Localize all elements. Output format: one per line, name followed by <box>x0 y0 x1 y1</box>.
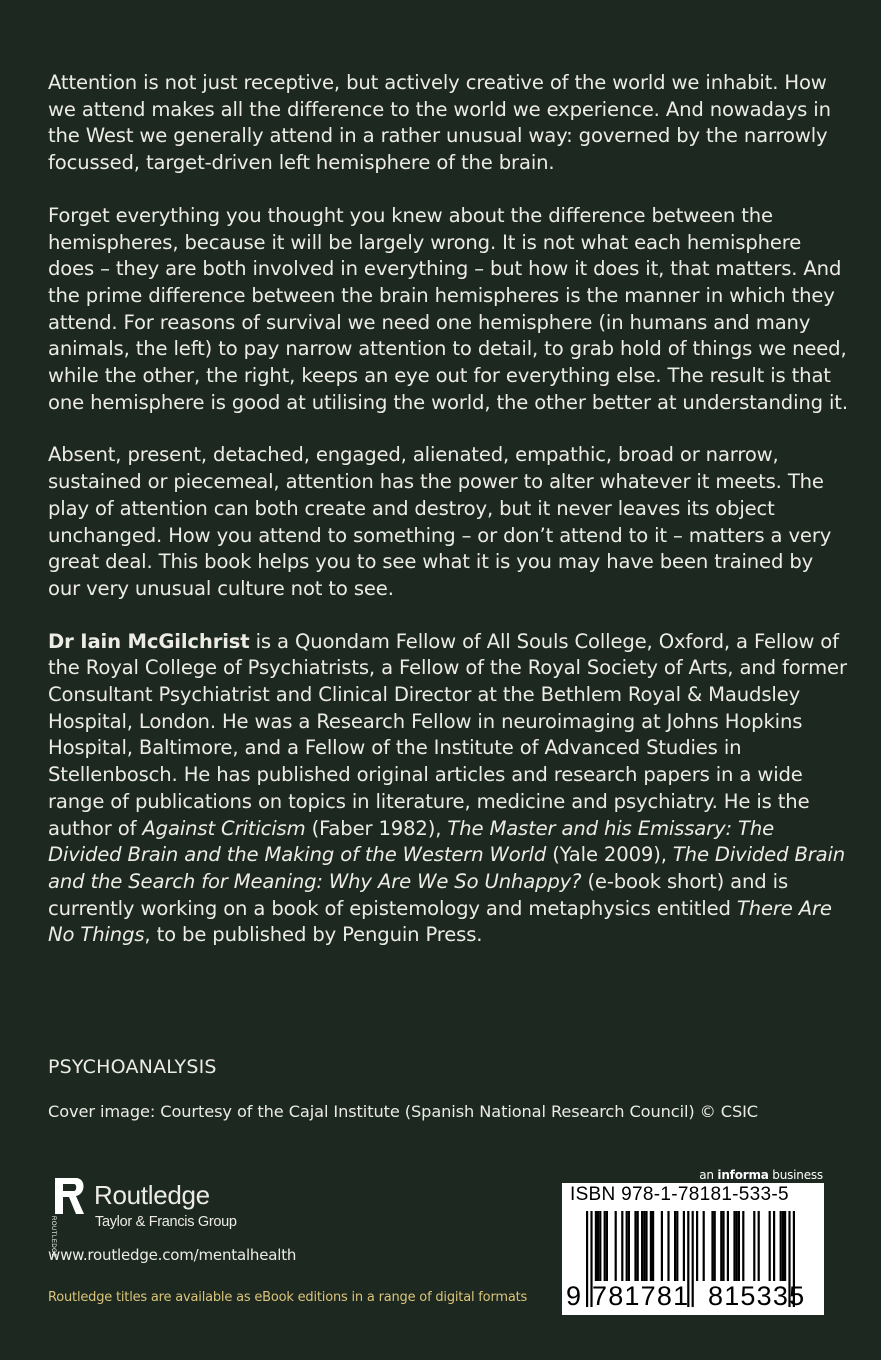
barcode-bar <box>641 1211 643 1281</box>
barcode-bar <box>722 1211 724 1281</box>
cover-image-credit: Cover image: Courtesy of the Cajal Institute (Spanish National Research Council) © CSIC <box>48 1102 759 1121</box>
barcode-bar <box>711 1211 713 1281</box>
barcode-bar <box>758 1211 760 1281</box>
publisher-group: Taylor & Francis Group <box>95 1214 237 1230</box>
publisher-name: Routledge <box>94 1180 210 1210</box>
barcode-bar <box>599 1211 601 1281</box>
barcode-bar <box>720 1211 722 1281</box>
subject-category: PSYCHOANALYSIS <box>48 1056 217 1078</box>
barcode-bar <box>676 1211 678 1281</box>
book-title-1: Against Criticism <box>142 816 306 840</box>
barcode-bar <box>615 1211 617 1281</box>
bio-text-2: (Faber 1982), <box>305 816 448 840</box>
book-title-4: There Are No Things <box>48 896 832 947</box>
barcode-bar <box>782 1211 784 1281</box>
barcode-bar <box>703 1211 705 1281</box>
isbn-barcode <box>562 1183 824 1315</box>
barcode-bar <box>753 1211 755 1281</box>
barcode-bar <box>597 1211 599 1281</box>
barcode-bar <box>696 1211 698 1281</box>
bio-text-3: (Yale 2009), <box>546 843 673 867</box>
routledge-r-icon <box>46 1176 86 1258</box>
informa-brand: informa <box>717 1168 769 1182</box>
barcode-bar <box>773 1211 775 1281</box>
blurb-paragraph-1: Attention is not just receptive, but actively creative of the world we inhabit. How we attend makes all the difference to the world we experience. And nowadays in the West we generally attend in a rather unusual way: governed by the narrowly focussed, target-driven left hemisphere of the brain. <box>48 71 831 175</box>
barcode-bar <box>621 1211 623 1281</box>
book-title-3: The Divided Brain and the Search for Meaning: Why Are We So Unhappy? <box>48 843 846 893</box>
barcode-bar <box>652 1211 654 1281</box>
ebook-note: Routledge titles are available as eBook editions in a range of digital formats <box>48 1290 528 1305</box>
blurb-paragraph-2: Forget everything you thought you knew about the difference between the hemispheres, because it will be largely wrong. It is not what each hemisphere does – they are both involved in everything – but how it does it, that matters. And the prime difference between the brain hemispheres is the manner in which they attend. For reasons of survival we need one hemisphere (in humans and many animals, the left) to pay narrow attention to detail, to grab hold of things we need, while the other, the right, keeps an eye out for everything else. The result is that one hemisphere is good at utilising the world, the other better at understanding it. <box>48 203 848 414</box>
barcode-bar <box>586 1211 588 1307</box>
barcode-bar <box>634 1211 636 1281</box>
barcode-bar <box>628 1211 630 1281</box>
barcode-bar <box>650 1211 652 1281</box>
barcode-bar <box>637 1211 639 1281</box>
vertical-publisher-mark: ROUTLEDGE <box>50 1216 56 1258</box>
barcode-bar <box>626 1211 628 1281</box>
barcode-bar <box>645 1211 647 1281</box>
barcode-bar <box>727 1211 729 1281</box>
barcode-digits-left: 781781 <box>592 1281 690 1311</box>
bio-text-1: is a Quondam Fellow of All Souls College, Oxford, a Fellow of the Royal College of Psychiatrists, a Fellow of the Royal Society of Arts, and former Consultant Psychiatrist and Clinical Director at the Bethlem Royal & Maudsley Hospital, London. He was a Research Fellow in neuroimaging at Johns Hopkins Hospital, Baltimore, and a Fellow of the Institute of Advanced Studies in Stellenbosch. He has published original articles and research papers in a wide range of publications on topics in literature, medicine and psychiatry. He is the author of <box>48 629 847 840</box>
barcode-bar <box>742 1211 744 1281</box>
author-name: Dr Iain McGilchrist <box>48 629 250 653</box>
barcode-bar <box>667 1211 669 1281</box>
isbn-label: ISBN 978-1-78181-533-5 <box>570 1184 789 1205</box>
barcode-digits-right: 815335 <box>708 1281 806 1311</box>
bio-text-4: (e-book short) and is currently working on a book of epistemology and metaphysics entitled <box>48 869 789 920</box>
book-title-2: The Master and his Emissary: The Divided Brain and the Making of the Western World <box>48 816 775 867</box>
barcode-bar <box>733 1211 735 1281</box>
barcode-bar <box>604 1211 606 1281</box>
informa-business-label: an informa business <box>699 1168 823 1182</box>
author-bio <box>48 629 848 949</box>
barcode-bar <box>595 1211 597 1281</box>
back-cover-blurb <box>48 70 848 975</box>
barcode-bar <box>606 1211 608 1281</box>
barcode-bar <box>643 1211 645 1281</box>
barcode-bar <box>784 1211 786 1281</box>
blurb-paragraph-3: Absent, present, detached, engaged, alienated, empathic, broad or narrow, sustained or piecemeal, attention has the power to alter whatever it meets. The play of attention can both create and destroy, but it never leaves its object unchanged. How you attend to something – or don’t attend to it – matters a very great deal. This book helps you to see what it is you may have been trained by our very unusual culture not to see. <box>48 443 832 600</box>
barcode-bar <box>769 1211 771 1281</box>
barcode-bar <box>674 1211 676 1281</box>
barcode-bar <box>661 1211 663 1281</box>
barcode-digit-first: 9 <box>566 1281 582 1311</box>
barcode-bar <box>714 1211 716 1281</box>
barcode-bar <box>738 1211 740 1281</box>
barcode-bar <box>683 1211 685 1281</box>
barcode-bar <box>692 1211 694 1307</box>
barcode-bar <box>736 1211 738 1281</box>
barcode-bar <box>780 1211 782 1281</box>
bio-text-5: , to be published by Penguin Press. <box>144 923 483 947</box>
publisher-url: www.routledge.com/mentalhealth <box>48 1246 297 1264</box>
